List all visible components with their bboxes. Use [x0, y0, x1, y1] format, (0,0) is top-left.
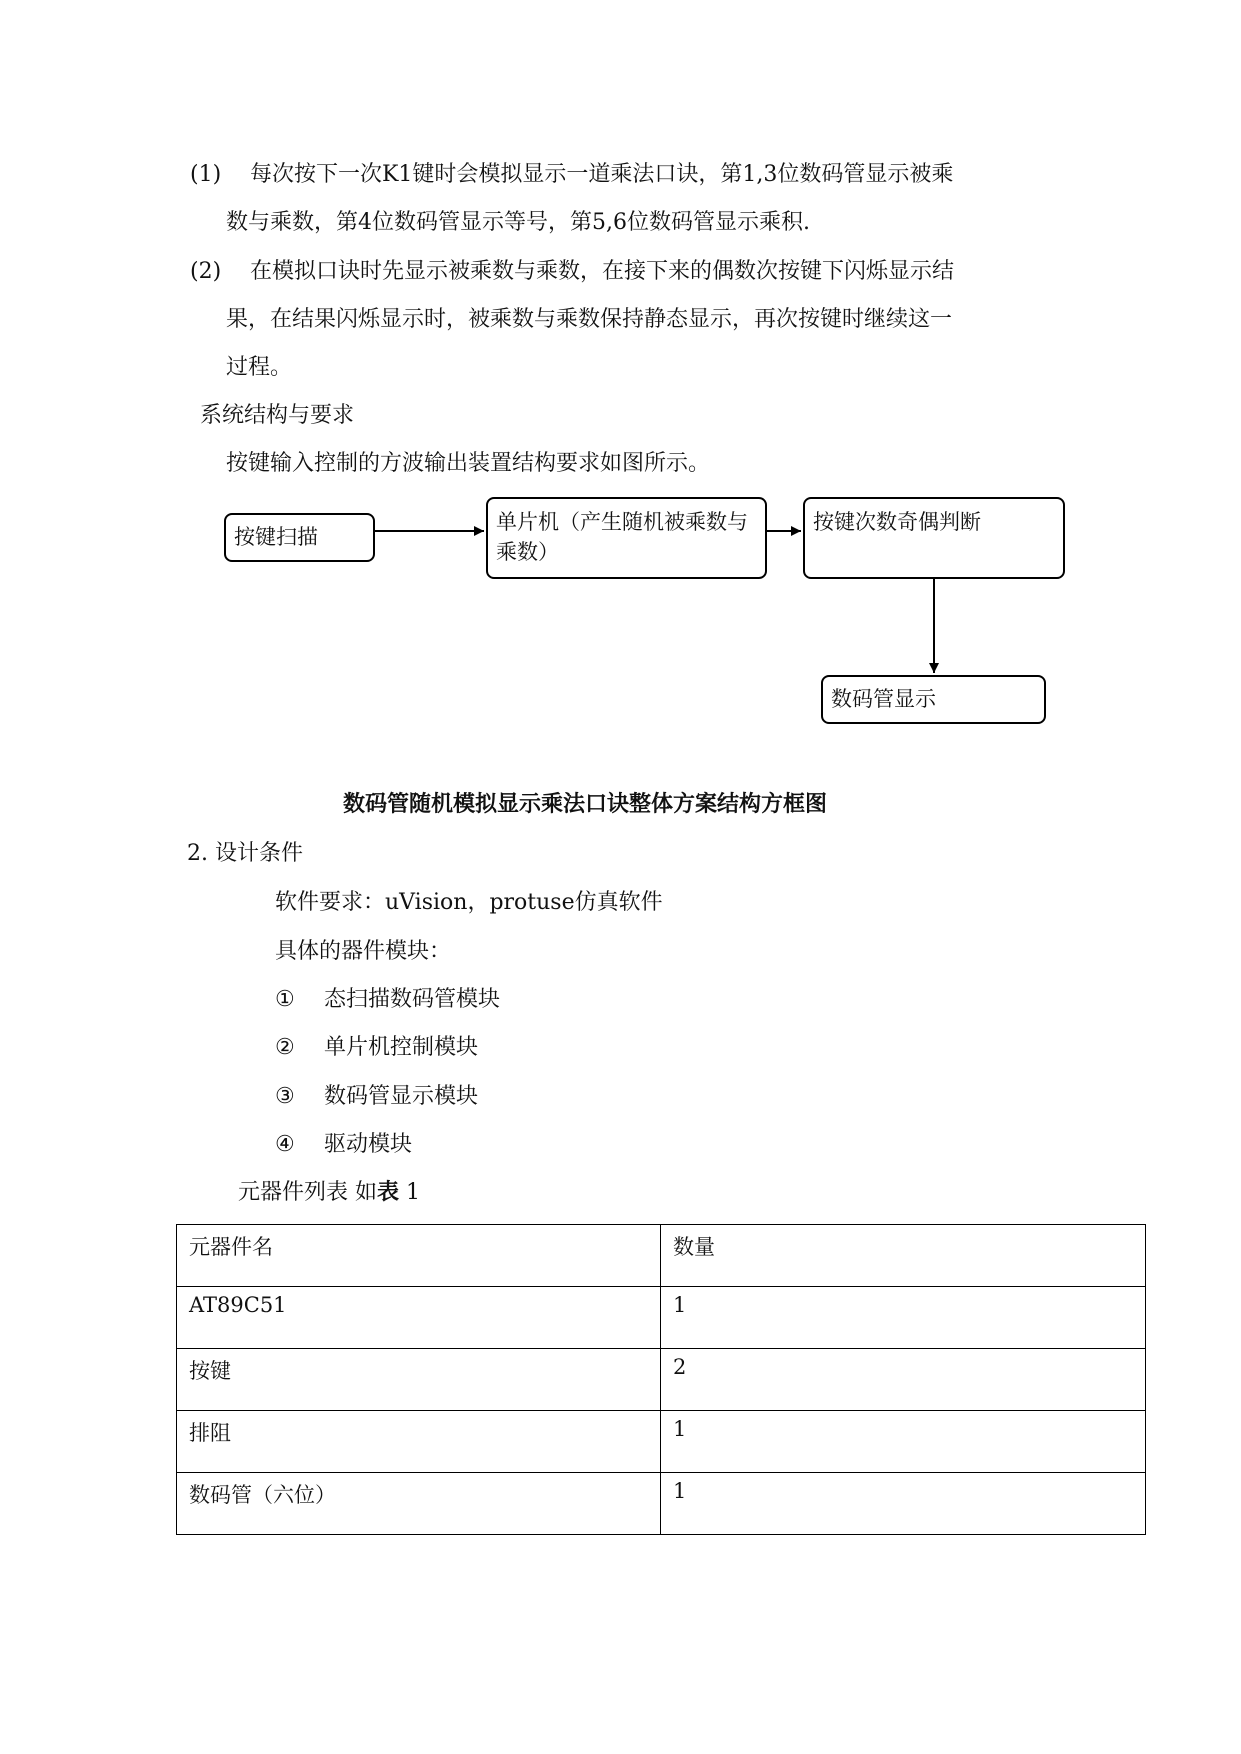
diagram-caption: 数码管随机模拟显示乘法口诀整体方案结构方框图 [343, 792, 828, 817]
table-ref-number: 1 [399, 1180, 421, 1205]
module-4-label: 驱动模块 [324, 1132, 413, 1157]
table-cell-quantity: 1 [661, 1473, 1146, 1535]
module-1-number: ① [275, 987, 295, 1012]
section-intro: 按键输入控制的方波输出装置结构要求如图所示。 [226, 451, 711, 476]
modules-intro: 具体的器件模块： [275, 939, 452, 964]
table-header-row [177, 1225, 1146, 1287]
module-2-number: ② [275, 1035, 295, 1060]
table-header-name: 元器件名 [177, 1225, 661, 1287]
diagram-connectors [0, 0, 1241, 760]
diagram-box-parity [803, 497, 1065, 579]
diagram-box-key-scan-label: 按键扫描 [234, 525, 318, 549]
item-2-line-2: 果，在结果闪烁显示时，被乘数与乘数保持静态显示，再次按键时继续这一 [226, 307, 953, 332]
section-heading: 系统结构与要求 [200, 403, 355, 428]
item-1-line-2: 数与乘数，第4位数码管显示等号，第5,6位数码管显示乘积. [226, 210, 810, 235]
module-3-number: ③ [275, 1084, 295, 1109]
parts-table [176, 1224, 1146, 1535]
item-2-line-1: 在模拟口诀时先显示被乘数与乘数，在接下来的偶数次按键下闪烁显示结 [250, 259, 955, 284]
item-1-line-1: 每次按下一次K1键时会模拟显示一道乘法口诀，第1,3位数码管显示被乘 [250, 162, 954, 187]
table-cell-name: 排阻 [177, 1411, 661, 1473]
diagram-box-mcu-label: 单片机（产生随机被乘数与乘数） [496, 510, 748, 564]
table-row [177, 1411, 1146, 1473]
table-cell-quantity: 2 [661, 1349, 1146, 1411]
table-row [177, 1349, 1146, 1411]
diagram-box-mcu [486, 497, 767, 579]
table-row [177, 1287, 1146, 1349]
software-requirement: 软件要求：uVision，protuse仿真软件 [275, 890, 663, 915]
diagram-box-display-label: 数码管显示 [831, 687, 936, 711]
item-1-number: (1) [190, 162, 222, 187]
diagram-box-display [821, 675, 1046, 724]
table-intro [238, 1180, 420, 1206]
table-ref-bold: 表 [377, 1180, 400, 1205]
table-header-quantity: 数量 [661, 1225, 1146, 1287]
table-cell-name: AT89C51 [177, 1287, 661, 1349]
module-1-label: 态扫描数码管模块 [324, 987, 501, 1012]
table-cell-name: 数码管（六位） [177, 1473, 661, 1535]
diagram-box-parity-label: 按键次数奇偶判断 [813, 510, 981, 534]
table-cell-quantity: 1 [661, 1287, 1146, 1349]
item-2-line-3: 过程。 [226, 355, 293, 380]
diagram-box-key-scan [224, 513, 375, 562]
module-2-label: 单片机控制模块 [324, 1035, 479, 1060]
module-3-label: 数码管显示模块 [324, 1084, 479, 1109]
table-row [177, 1473, 1146, 1535]
design-heading: 2. 设计条件 [187, 841, 303, 866]
table-cell-quantity: 1 [661, 1411, 1146, 1473]
module-4-number: ④ [275, 1132, 295, 1157]
table-cell-name: 按键 [177, 1349, 661, 1411]
table-intro-text: 元器件列表 如 [238, 1180, 377, 1205]
item-2-number: (2) [190, 259, 222, 284]
